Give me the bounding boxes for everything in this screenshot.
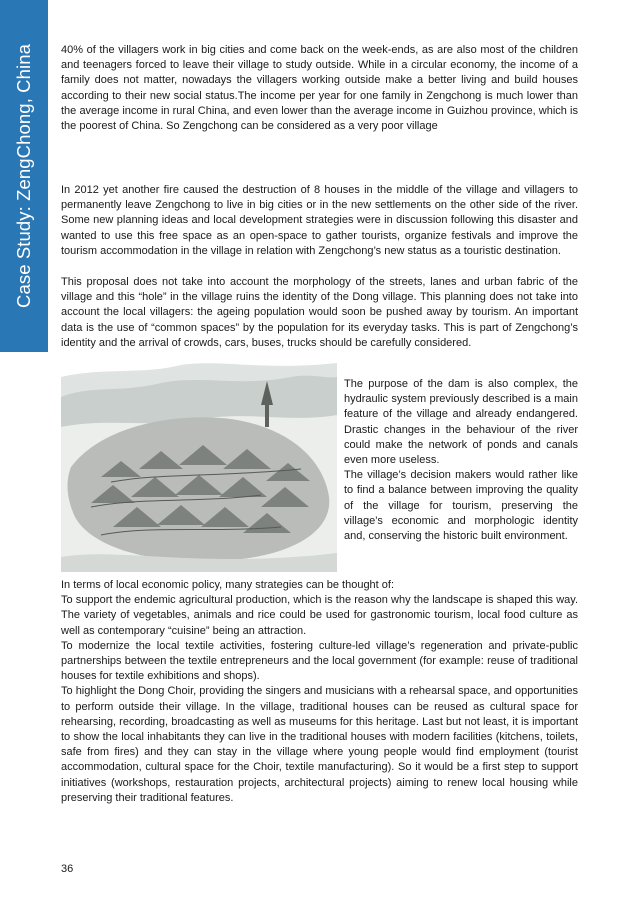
side-title-band [0, 0, 48, 352]
paragraph: In terms of local economic policy, many strategies can be thought of: [61, 579, 395, 591]
paragraph: The village’s decision makers would rather like to find a balance between improving the quality of the village for tourism, preserving the village’s economic and morphologic identity and, conserving the historic built environment. [344, 469, 578, 543]
intro-text-block [61, 43, 578, 134]
paragraph: This proposal does not take into account the morphology of the streets, lanes and urban fabric of the village and this “hole” in the village ruins the identity of the Dong village. This planning does not take into account the local villagers: the ageing population would soon be pushed away by tourism. An important data is the use of “common spaces” by the population for its everyday tasks. This is part of Zengchong’s identity and the arrival of crowds, cars, buses, trucks should be carefully considered. [61, 276, 578, 349]
page-number: 36 [61, 863, 74, 875]
paragraph: To highlight the Dong Choir, providing the singers and musicians with a rehearsal space, and opportunities to perform outside their village. In the village, traditional houses can be reused as cultural space for rehearsing, recording, broadcasting as well as museums for this heritage. Last but not least, it is important to show the local inhabitants they can live in the traditional houses with modern facilities (kitchens, toilets, safe from fires) and they can stay in the village where young people would find employment (tourist accommodation, cultural space for the Choir, textile manufacturing). So it would be a first step to support initiatives (workshops, restauration projects, architectural projects) aiming to renew local housing while preserving their traditional features. [61, 685, 578, 804]
paragraph: In 2012 yet another fire caused the destruction of 8 houses in the middle of the village and villagers to permanently leave Zengchong to live in big cities or in the new settlements on the other side of the river. Some new planning ideas and local development strategies were in discussion following this disaster and wanted to use this free space as an open-space to gather tourists, organize festivals and improve the tourism accommodation in the village in relation with Zengchong’s new status as a touristic destination. [61, 184, 578, 257]
dam-text-column [344, 377, 578, 544]
proposal-text-block [61, 275, 578, 351]
paragraph: The purpose of the dam is also complex, the hydraulic system previously described is a main feature of the village and already endangered. Drastic changes in the behaviour of the river could make the network of ponds and canals even more useless. [344, 378, 578, 467]
chapter-title: Case Study: ZengChong, China [13, 43, 34, 309]
village-sketch-illustration [61, 357, 337, 572]
paragraph: 40% of the villagers work in big cities and come back on the week-ends, as are also most of the children and teenagers forced to leave their village to study outside. While in a circular economy, the income of a family does not matter, nowadays the villagers working outside make a better living and build houses according to their new social status.The income per year for one family in Zengchong is much lower than the average income in rural China, and even lower than the average income in Guizhou province, which is the poorest of China. So Zengchong can be considered as a very poor village [61, 44, 578, 133]
strategies-text-block [61, 578, 578, 806]
paragraph: To modernize the local textile activities, fostering culture-led village’s regeneration and private-public partnerships between the textile entrepreneurs and the local government (for example: reuse of traditional houses for textile exhibitions and shops). [61, 639, 578, 683]
fire-text-block [61, 183, 578, 259]
paragraph: To support the endemic agricultural production, which is the reason why the landscape is shaped this way. The variety of vegetables, animals and rice could be used for gastronomic tourism, local food culture as well as contemporary “cuisine” being an attraction. [61, 594, 578, 637]
